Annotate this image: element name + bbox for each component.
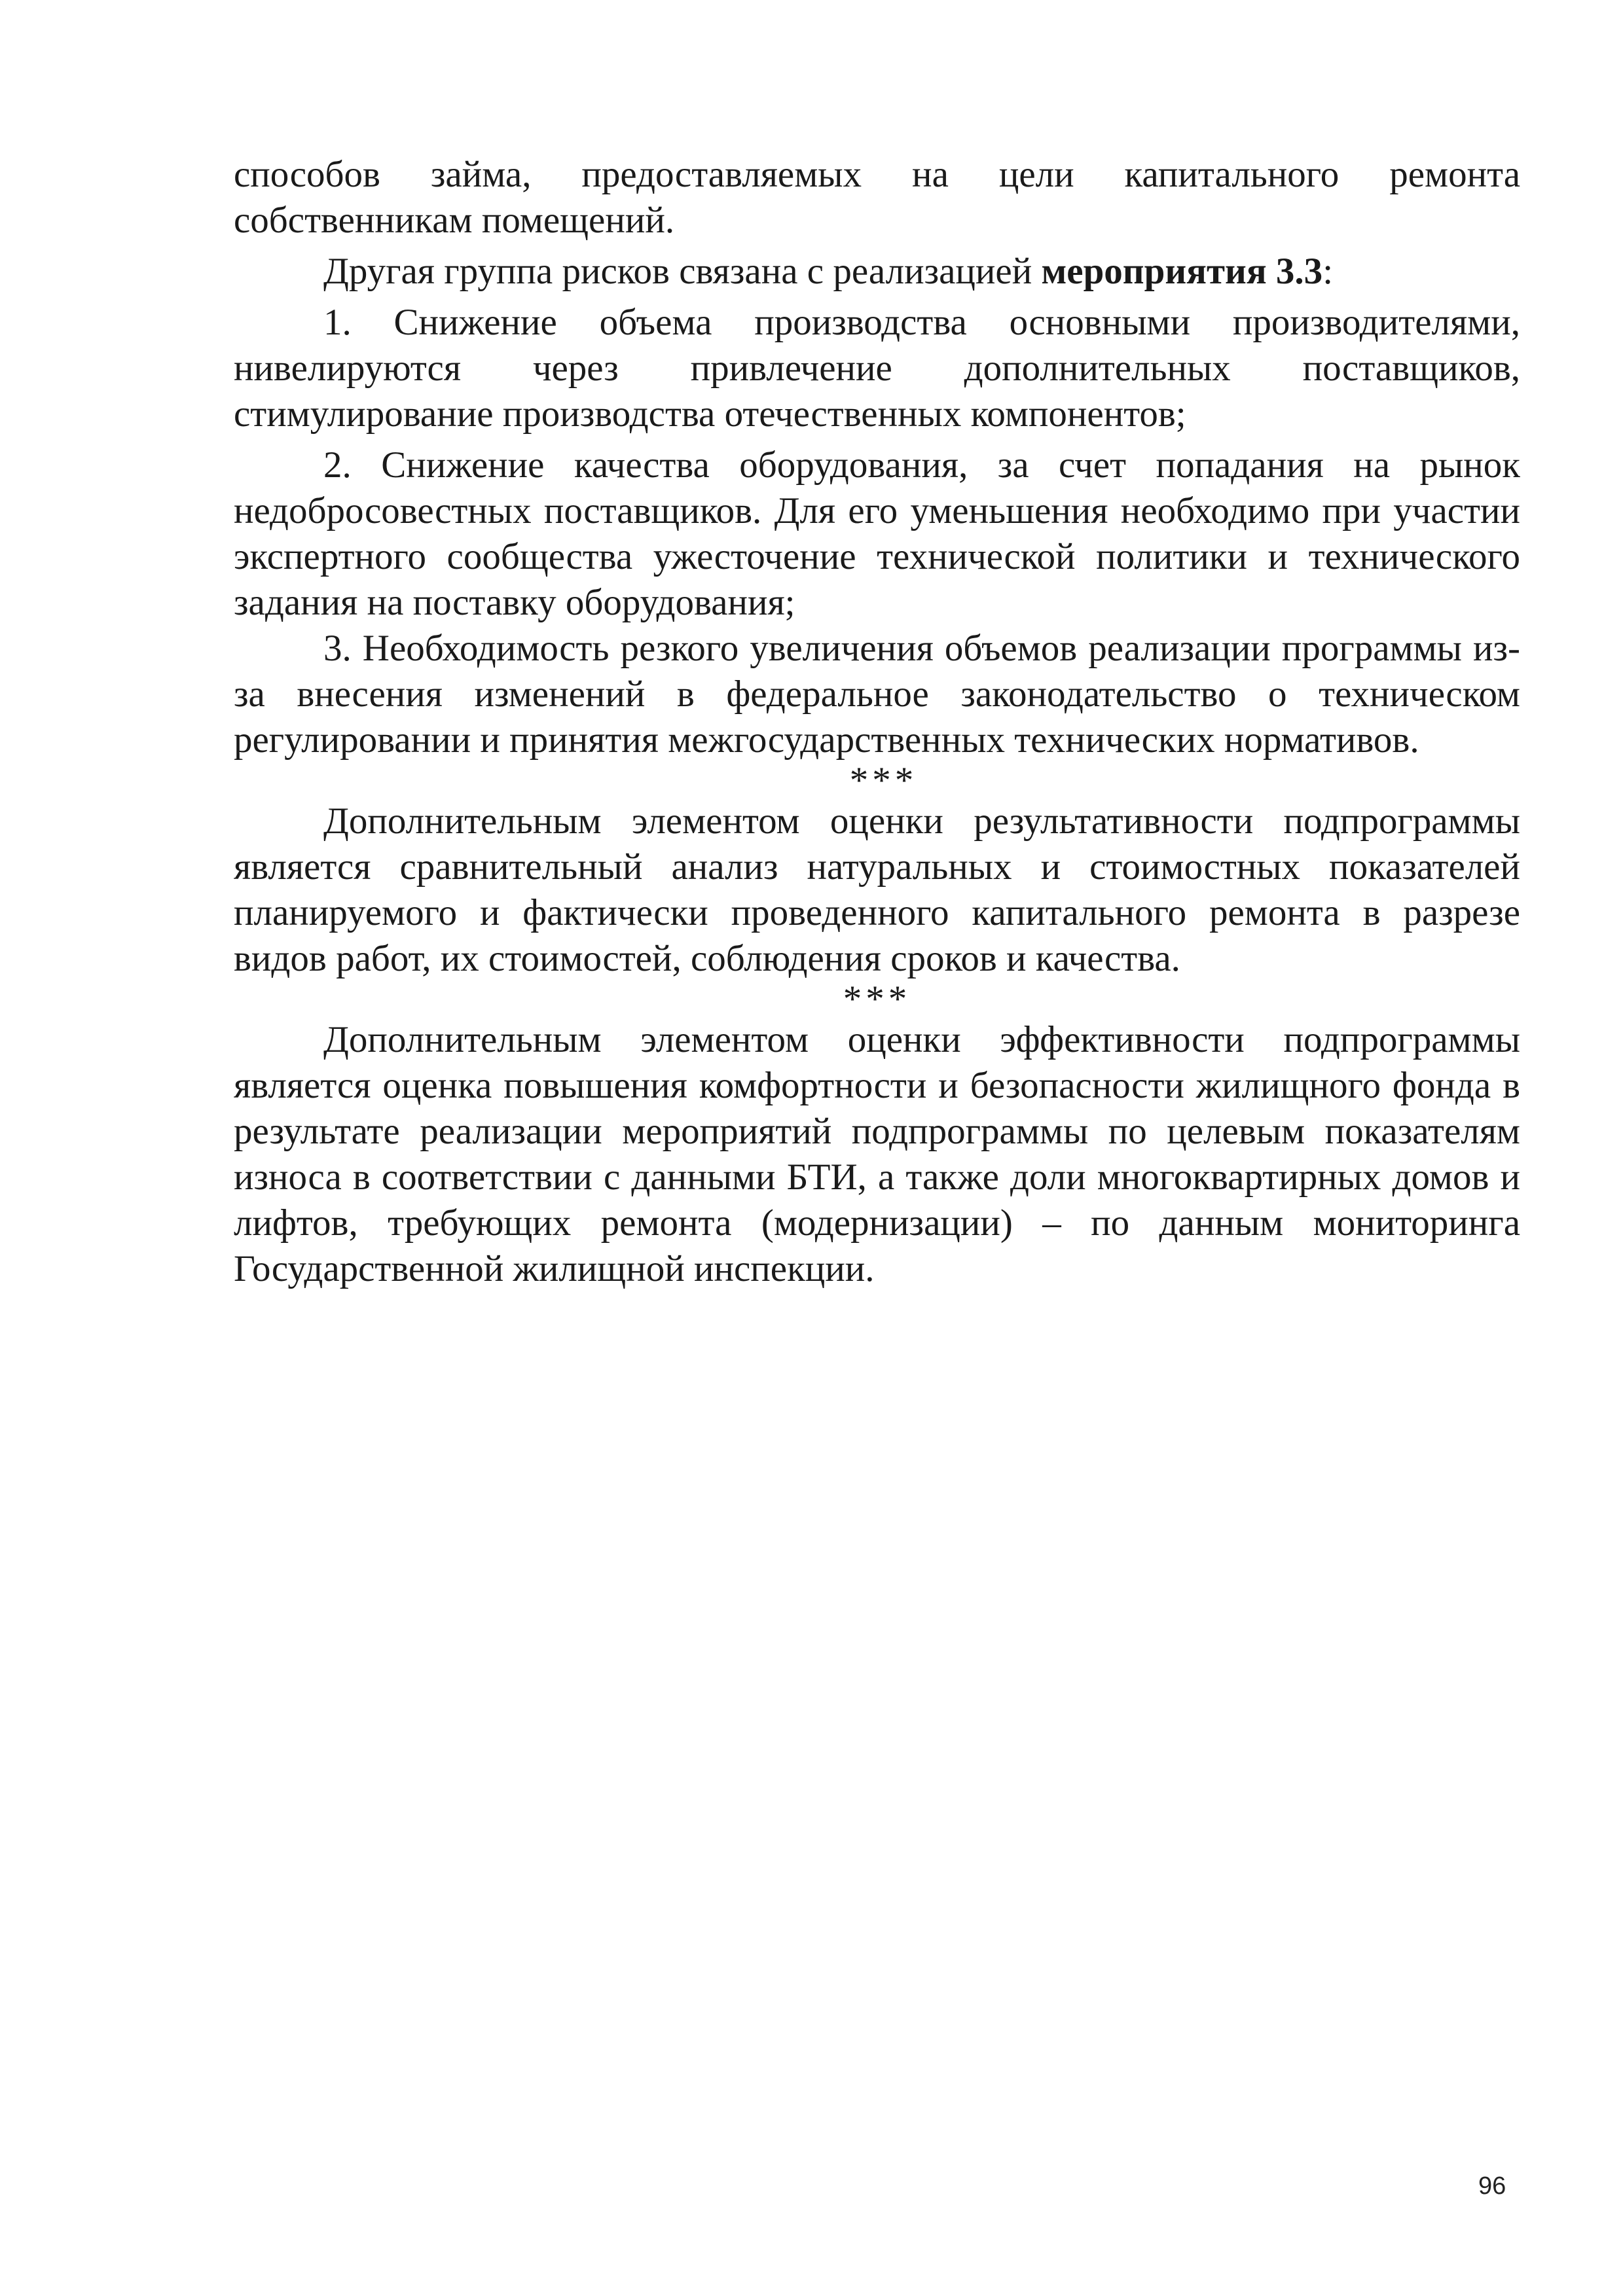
group-intro-bold: мероприятия 3.3: [1041, 251, 1323, 292]
document-body: [234, 152, 1520, 1292]
group-intro-tail: :: [1322, 251, 1334, 292]
paragraph-group-intro: [234, 249, 1520, 295]
paragraph-results: Дополнительным элементом оценки результативности подпрограммы является сравнительный анализ натуральных и стоимостных показателей планируемого и фактически проведенного капитального ремонта в разрезе видов работ, их стоимостей, соблюдения сроков и качества.: [234, 800, 1520, 979]
paragraph-continuation: способов займа, предоставляемых на цели капитального ремонта собственникам помещений.: [234, 154, 1520, 241]
risk-item-2: 2. Снижение качества оборудования, за счет попадания на рынок недобросовестных поставщиков. Для его уменьшения необходимо при участии экспертного сообщества ужесточение технической политики и технического задания на поставку оборудования;: [234, 444, 1520, 623]
risk-item-3: 3. Необходимость резкого увеличения объемов реализации программы из-за внесения изменений в федеральное законодательство о техническом регулировании и принятия межгосударственных технических нормативов.: [234, 628, 1520, 761]
paragraph-efficiency: Дополнительным элементом оценки эффективности подпрограммы является оценка повышения комфортности и безопасности жилищного фонда в результате реализации мероприятий подпрограммы по целевым показателям износа в соответствии с данными БТИ, а также доли многоквартирных домов и лифтов, требующих ремонта (модернизации) – по данным мониторинга Государственной жилищной инспекции.: [234, 1019, 1520, 1289]
section-separator: ***: [843, 978, 911, 1020]
section-separator: ***: [849, 760, 918, 801]
page-number: 96: [1478, 2172, 1506, 2200]
risk-item-1: 1. Снижение объема производства основными производителями, нивелируются через привлечение дополнительных поставщиков, стимулирование производства отечественных компонентов;: [234, 302, 1520, 435]
group-intro-text: Другая группа рисков связана с реализацией: [323, 251, 1042, 292]
